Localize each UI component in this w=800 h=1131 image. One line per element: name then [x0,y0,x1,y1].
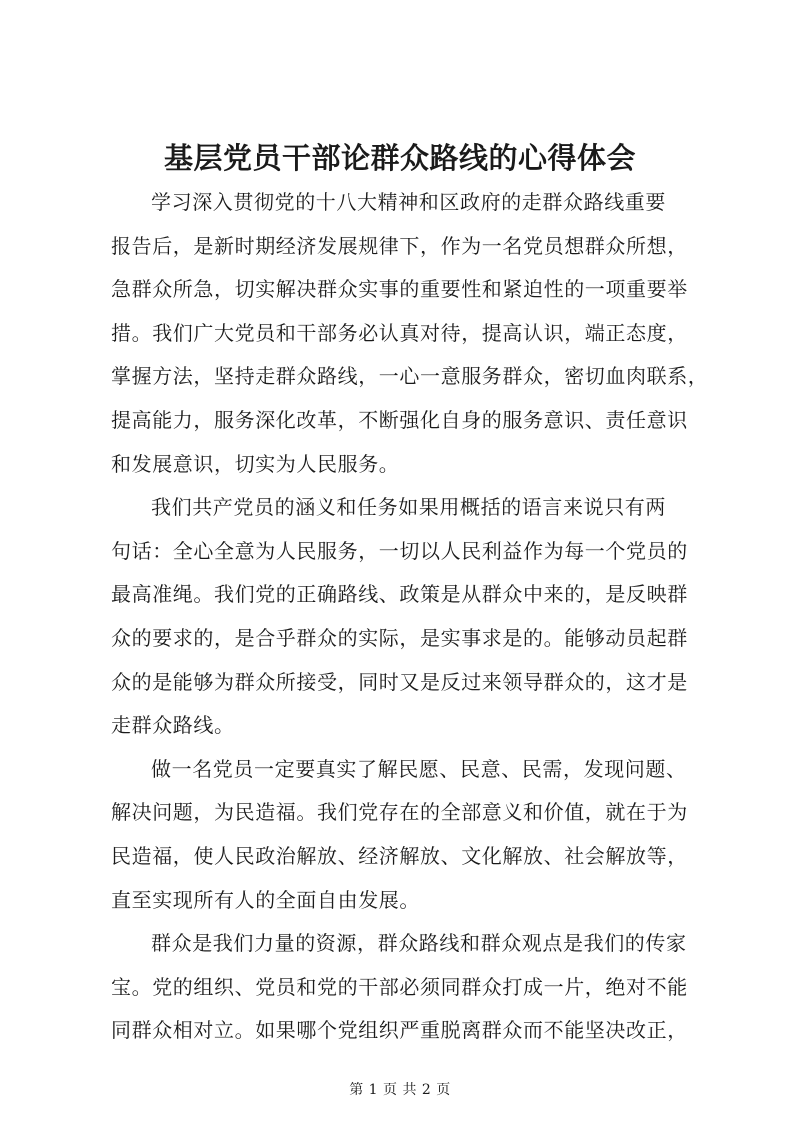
text-line: 我们共产党员的涵义和任务如果用概括的语言来说只有两 [151,495,666,520]
text-line: 和发展意识，切实为人民服务。 [111,451,400,476]
document-body [111,181,711,1053]
text-line: 群众是我们力量的资源，群众路线和群众观点是我们的传家 [151,931,687,956]
text-line: 提高能力，服务深化改革，不断强化自身的服务意识、责任意识 [111,407,688,432]
text-line: 急群众所急，切实解决群众实事的重要性和紧迫性的一项重要举 [111,277,688,302]
paragraph [111,748,711,922]
text-line: 走群众路线。 [111,713,235,738]
text-line: 同群众相对立。如果哪个党组织严重脱离群众而不能坚决改正， [111,1018,688,1043]
text-line: 众的是能够为群众所接受，同时又是反过来领导群众的，这才是 [111,669,688,694]
text-line: 宝。党的组织、党员和党的干部必须同群众打成一片，绝对不能 [111,974,688,999]
text-line: 做一名党员一定要真实了解民愿、民意、民需，发现问题、 [151,756,687,781]
text-line: 句话：全心全意为人民服务，一切以人民利益作为每一个党员的 [111,538,688,563]
text-line: 措。我们广大党员和干部务必认真对待，提高认识，端正态度， [111,320,688,345]
paragraph [111,922,711,1053]
text-line: 掌握方法，坚持走群众路线，一心一意服务群众，密切血肉联系， [111,364,709,389]
text-line: 直至实现所有人的全面自由发展。 [111,887,420,912]
page-footer: 第 1 页 共 2 页 [349,1082,451,1098]
document-title: 基层党员干部论群众路线的心得体会 [163,141,636,175]
text-line: 最高准绳。我们党的正确路线、政策是从群众中来的，是反映群 [111,582,688,607]
paragraph [111,486,711,748]
text-line: 报告后，是新时期经济发展规律下，作为一名党员想群众所想， [111,233,688,258]
text-line: 学习深入贯彻党的十八大精神和区政府的走群众路线重要 [151,190,666,214]
paragraph [111,181,711,486]
text-line: 民造福，使人民政治解放、经济解放、文化解放、社会解放等， [111,843,688,868]
text-line: 众的要求的，是合乎群众的实际，是实事求是的。能够动员起群 [111,625,688,650]
text-line: 解决问题，为民造福。我们党存在的全部意义和价值，就在于为 [111,800,688,825]
